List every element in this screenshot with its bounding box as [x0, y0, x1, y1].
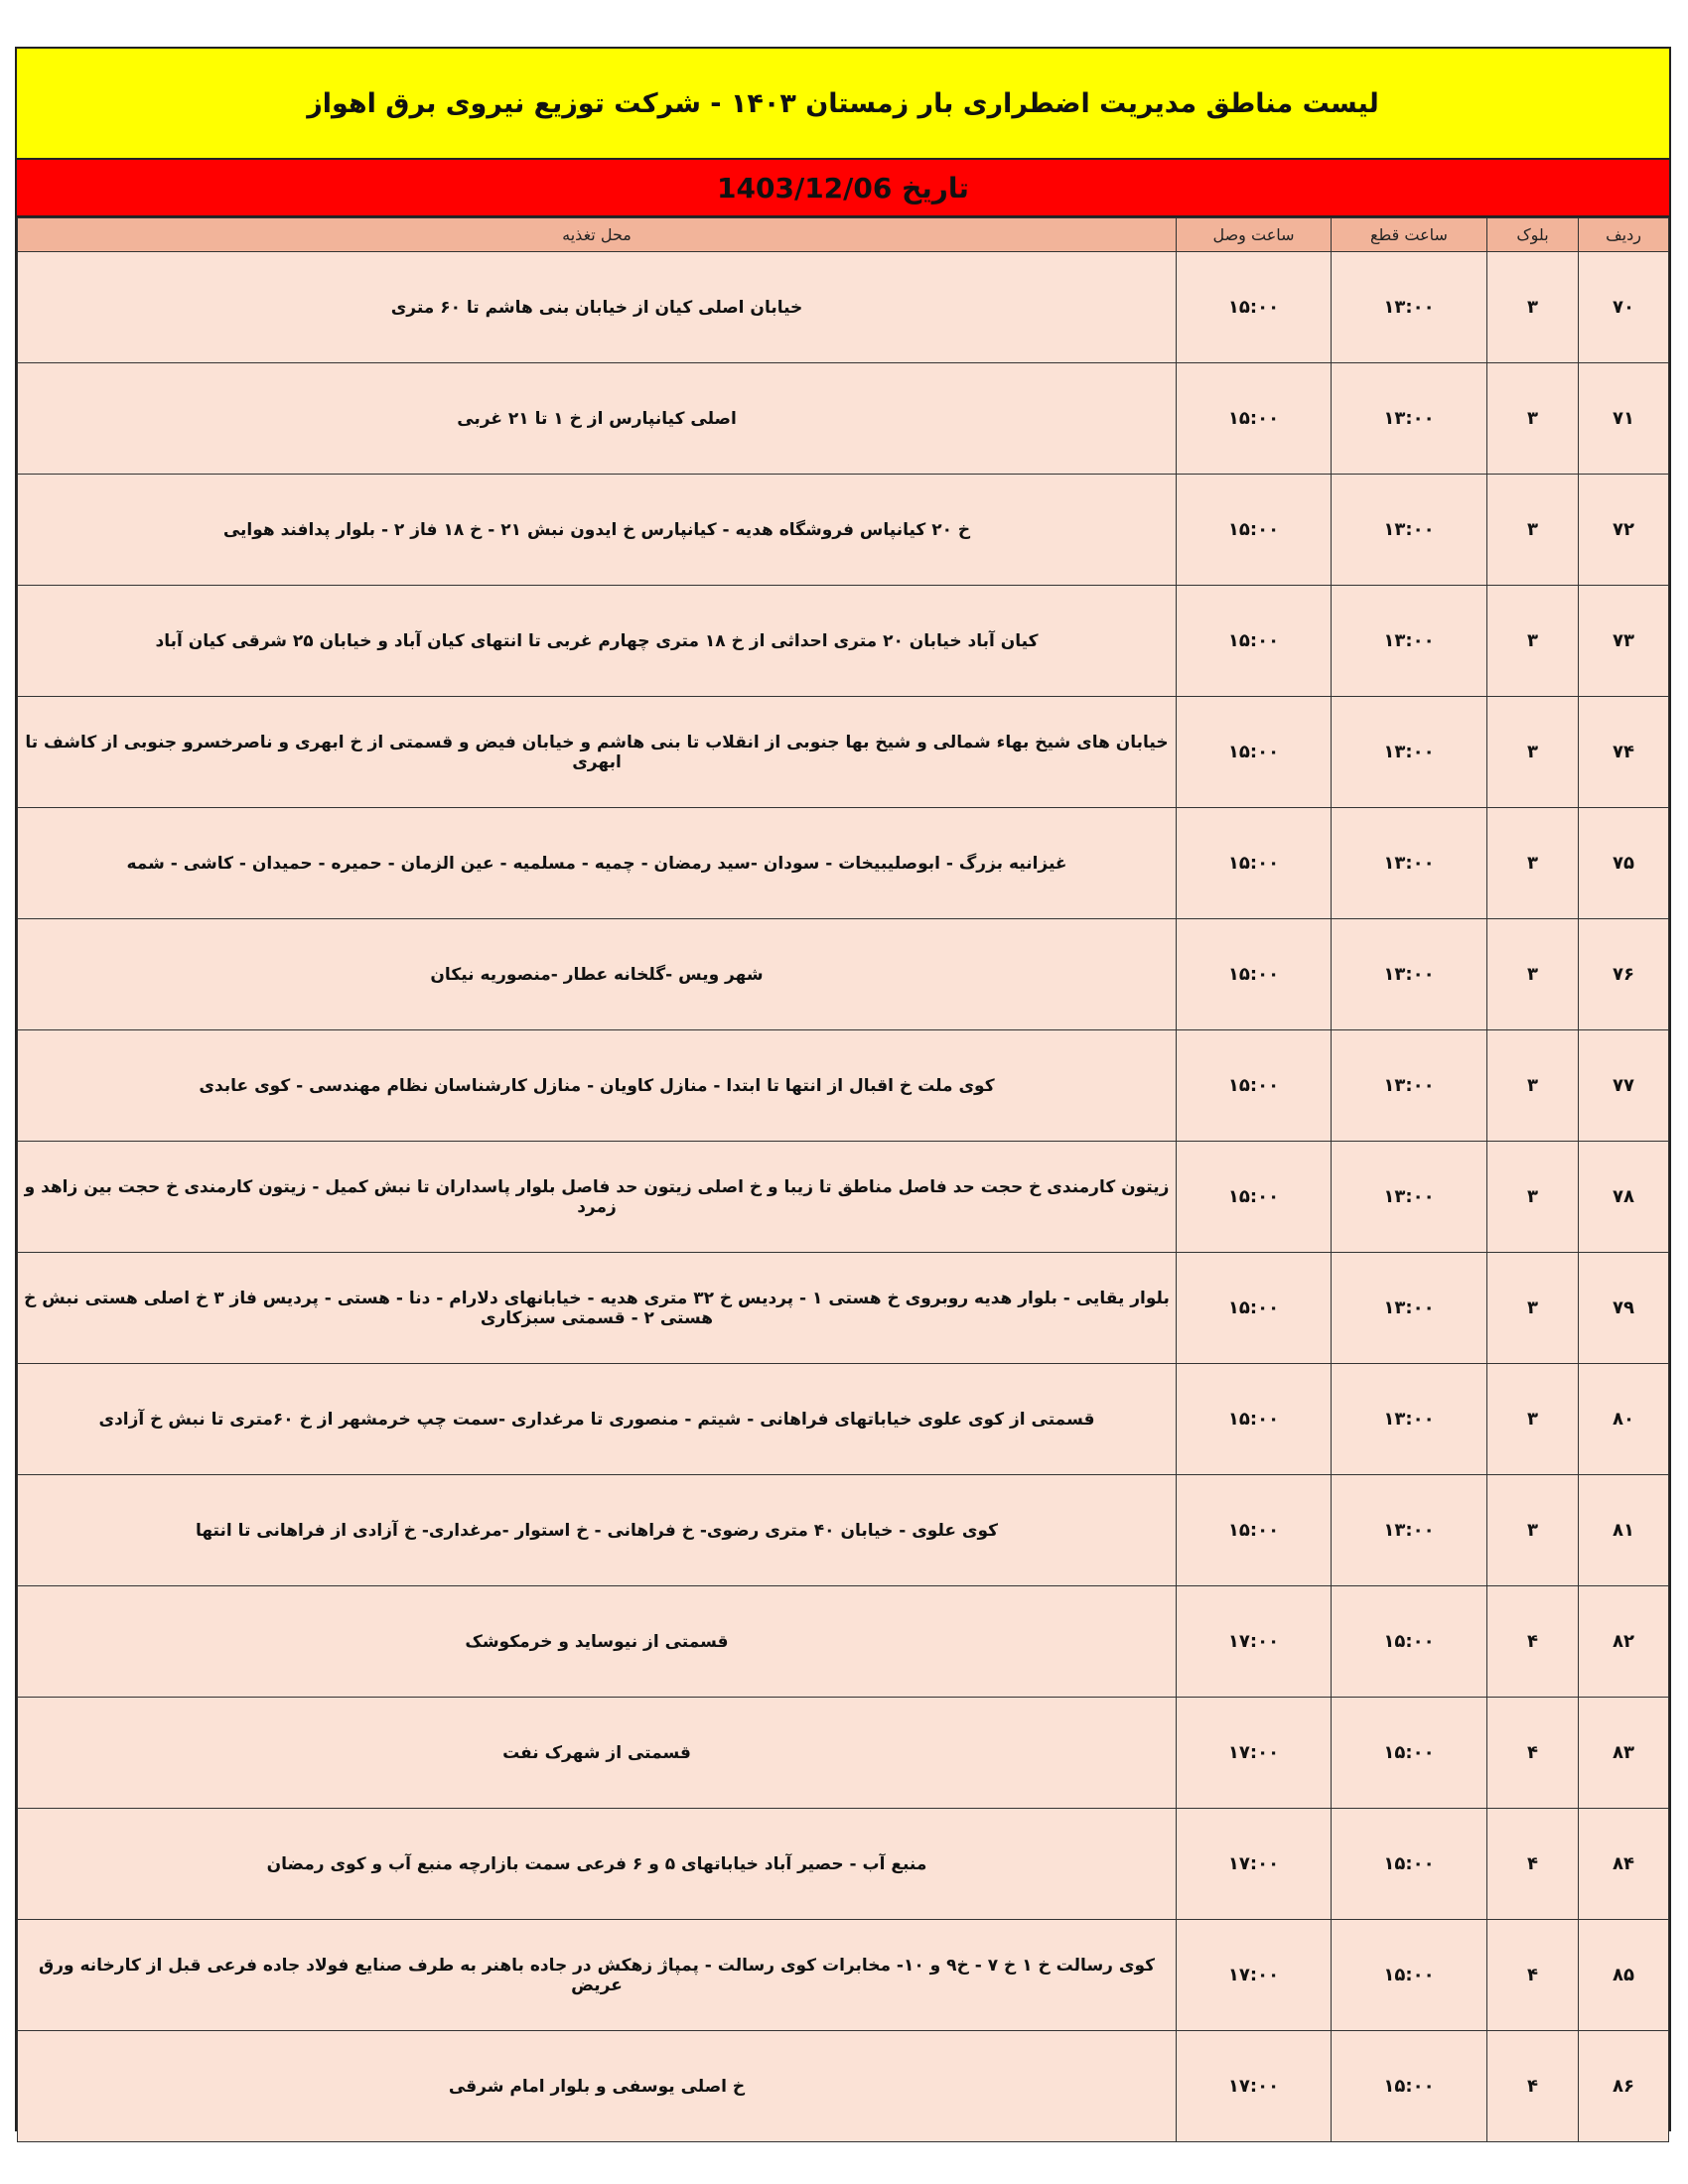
document-title: لیست مناطق مدیریت اضطراری بار زمستان ۱۴۰۳ - شرکت توزیع نیروی برق اهواز — [307, 87, 1379, 119]
connect-time-cell: ۱۷:۰۰ — [1177, 1920, 1332, 2031]
block-cell: ۳ — [1487, 1030, 1579, 1142]
connect-time-cell: ۱۵:۰۰ — [1177, 1253, 1332, 1364]
row-number-cell: ۸۶ — [1579, 2031, 1669, 2142]
header-block: بلوک — [1487, 218, 1579, 252]
block-cell: ۳ — [1487, 1364, 1579, 1475]
block-cell: ۳ — [1487, 919, 1579, 1030]
block-cell: ۳ — [1487, 252, 1579, 363]
table-row — [18, 363, 1669, 475]
location-cell: خیابان اصلی کیان از خیابان بنی هاشم تا ۶۰ متری — [18, 252, 1177, 363]
block-cell: ۴ — [1487, 2031, 1579, 2142]
table-row — [18, 1364, 1669, 1475]
location-cell: قسمتی از نیوساید و خرمکوشک — [18, 1586, 1177, 1698]
row-number-cell: ۷۴ — [1579, 697, 1669, 808]
row-number-cell: ۷۵ — [1579, 808, 1669, 919]
location-cell: قسمتی از کوی علوی خیاباتهای فراهانی - شیتم - منصوری تا مرغداری -سمت چپ خرمشهر از خ ۶۰متری تا نبش خ آزادی — [18, 1364, 1177, 1475]
location-cell: کوی رسالت خ ۱ خ ۷ - خ۹ و ۱۰- مخابرات کوی رسالت - پمپاژ زهکش در جاده باهنر به طرف صنایع فولاد جاده فرعی قبل از کارخانه ورق عریض — [18, 1920, 1177, 2031]
block-cell: ۳ — [1487, 363, 1579, 475]
connect-time-cell: ۱۵:۰۰ — [1177, 1142, 1332, 1253]
table-row — [18, 1920, 1669, 2031]
block-cell: ۳ — [1487, 1253, 1579, 1364]
location-cell: شهر ویس -گلخانه عطار -منصوریه نیکان — [18, 919, 1177, 1030]
block-cell: ۳ — [1487, 697, 1579, 808]
date-bar — [17, 160, 1669, 217]
table-row — [18, 252, 1669, 363]
location-cell: خ اصلی یوسفی و بلوار امام شرقی — [18, 2031, 1177, 2142]
cut-time-cell: ۱۵:۰۰ — [1332, 1809, 1487, 1920]
table-row — [18, 586, 1669, 697]
title-bar — [17, 49, 1669, 160]
row-number-cell: ۷۶ — [1579, 919, 1669, 1030]
table-row — [18, 1586, 1669, 1698]
block-cell: ۳ — [1487, 1475, 1579, 1586]
location-cell: خ ۲۰ کیانپاس فروشگاه هدیه - کیانپارس خ ایدون نبش ۲۱ - خ ۱۸ فاز ۲ - بلوار پدافند هوایی — [18, 475, 1177, 586]
row-number-cell: ۸۵ — [1579, 1920, 1669, 2031]
connect-time-cell: ۱۵:۰۰ — [1177, 1364, 1332, 1475]
connect-time-cell: ۱۵:۰۰ — [1177, 808, 1332, 919]
cut-time-cell: ۱۳:۰۰ — [1332, 1475, 1487, 1586]
block-cell: ۳ — [1487, 475, 1579, 586]
location-cell: کیان آباد خیابان ۲۰ متری احداثی از خ ۱۸ متری چهارم غربی تا انتهای کیان آباد و خیابان ۲۵ شرقی کیان آباد — [18, 586, 1177, 697]
row-number-cell: ۸۲ — [1579, 1586, 1669, 1698]
connect-time-cell: ۱۵:۰۰ — [1177, 475, 1332, 586]
location-cell: منبع آب - حصیر آباد خیاباتهای ۵ و ۶ فرعی سمت بازارچه منبع آب و کوی رمضان — [18, 1809, 1177, 1920]
row-number-cell: ۷۱ — [1579, 363, 1669, 475]
cut-time-cell: ۱۳:۰۰ — [1332, 1364, 1487, 1475]
cut-time-cell: ۱۳:۰۰ — [1332, 586, 1487, 697]
table-row — [18, 919, 1669, 1030]
cut-time-cell: ۱۵:۰۰ — [1332, 2031, 1487, 2142]
table-row — [18, 697, 1669, 808]
connect-time-cell: ۱۵:۰۰ — [1177, 1475, 1332, 1586]
table-header-row — [18, 218, 1669, 252]
header-cut-time: ساعت قطع — [1332, 218, 1487, 252]
block-cell: ۴ — [1487, 1920, 1579, 2031]
connect-time-cell: ۱۵:۰۰ — [1177, 919, 1332, 1030]
cut-time-cell: ۱۵:۰۰ — [1332, 1586, 1487, 1698]
table-body — [18, 252, 1669, 2142]
cut-time-cell: ۱۳:۰۰ — [1332, 475, 1487, 586]
block-cell: ۳ — [1487, 586, 1579, 697]
row-number-cell: ۷۰ — [1579, 252, 1669, 363]
location-cell: بلوار یقایی - بلوار هدیه روبروی خ هستی ۱ - پردیس خ ۳۲ متری هدیه - خیابانهای دلارام - دنا - هستی - پردیس فاز ۳ خ اصلی هستی نبش خ هستی ۲ - قسمتی سبزکاری — [18, 1253, 1177, 1364]
row-number-cell: ۸۳ — [1579, 1698, 1669, 1809]
schedule-table — [17, 217, 1669, 2142]
document-date: تاریخ 1403/12/06 — [717, 171, 969, 205]
cut-time-cell: ۱۳:۰۰ — [1332, 697, 1487, 808]
block-cell: ۴ — [1487, 1698, 1579, 1809]
table-row — [18, 1475, 1669, 1586]
location-cell: اصلی کیانپارس از خ ۱ تا ۲۱ غربی — [18, 363, 1177, 475]
connect-time-cell: ۱۷:۰۰ — [1177, 1809, 1332, 1920]
connect-time-cell: ۱۵:۰۰ — [1177, 697, 1332, 808]
table-row — [18, 1253, 1669, 1364]
connect-time-cell: ۱۵:۰۰ — [1177, 586, 1332, 697]
cut-time-cell: ۱۵:۰۰ — [1332, 1920, 1487, 2031]
block-cell: ۳ — [1487, 808, 1579, 919]
connect-time-cell: ۱۵:۰۰ — [1177, 1030, 1332, 1142]
connect-time-cell: ۱۷:۰۰ — [1177, 1586, 1332, 1698]
cut-time-cell: ۱۳:۰۰ — [1332, 1142, 1487, 1253]
connect-time-cell: ۱۷:۰۰ — [1177, 2031, 1332, 2142]
row-number-cell: ۷۸ — [1579, 1142, 1669, 1253]
cut-time-cell: ۱۳:۰۰ — [1332, 919, 1487, 1030]
connect-time-cell: ۱۵:۰۰ — [1177, 363, 1332, 475]
header-connect-time: ساعت وصل — [1177, 218, 1332, 252]
row-number-cell: ۷۷ — [1579, 1030, 1669, 1142]
table-row — [18, 2031, 1669, 2142]
row-number-cell: ۸۴ — [1579, 1809, 1669, 1920]
row-number-cell: ۸۰ — [1579, 1364, 1669, 1475]
table-row — [18, 1698, 1669, 1809]
cut-time-cell: ۱۳:۰۰ — [1332, 808, 1487, 919]
location-cell: کوی ملت خ اقبال از انتها تا ابتدا - منازل کاویان - منازل کارشناسان نظام مهندسی - کوی عابدی — [18, 1030, 1177, 1142]
cut-time-cell: ۱۳:۰۰ — [1332, 363, 1487, 475]
location-cell: کوی علوی - خیابان ۴۰ متری رضوی- خ فراهانی - خ استوار -مرغداری- خ آزادی از فراهانی تا انتها — [18, 1475, 1177, 1586]
header-row-number: ردیف — [1579, 218, 1669, 252]
row-number-cell: ۷۹ — [1579, 1253, 1669, 1364]
row-number-cell: ۸۱ — [1579, 1475, 1669, 1586]
connect-time-cell: ۱۵:۰۰ — [1177, 252, 1332, 363]
document-sheet — [15, 47, 1671, 2131]
header-location: محل تغذیه — [18, 218, 1177, 252]
block-cell: ۴ — [1487, 1586, 1579, 1698]
block-cell: ۴ — [1487, 1809, 1579, 1920]
cut-time-cell: ۱۳:۰۰ — [1332, 1253, 1487, 1364]
cut-time-cell: ۱۵:۰۰ — [1332, 1698, 1487, 1809]
location-cell: غیزانیه بزرگ - ابوصلیبیخات - سودان -سید رمضان - چمیه - مسلمیه - عین الزمان - حمیره - حمیدان - کاشی - شمه — [18, 808, 1177, 919]
location-cell: زیتون کارمندی خ حجت حد فاصل مناطق تا زیبا و خ اصلی زیتون حد فاصل بلوار پاسداران تا نبش کمیل - زیتون کارمندی خ حجت بین زاهد و زمرد — [18, 1142, 1177, 1253]
block-cell: ۳ — [1487, 1142, 1579, 1253]
table-row — [18, 475, 1669, 586]
table-row — [18, 1142, 1669, 1253]
location-cell: قسمتی از شهرک نفت — [18, 1698, 1177, 1809]
cut-time-cell: ۱۳:۰۰ — [1332, 1030, 1487, 1142]
table-row — [18, 1809, 1669, 1920]
table-row — [18, 808, 1669, 919]
row-number-cell: ۷۳ — [1579, 586, 1669, 697]
row-number-cell: ۷۲ — [1579, 475, 1669, 586]
location-cell: خیابان های شیخ بهاء شمالی و شیخ بها جنوبی از انقلاب تا بنی هاشم و خیابان فیض و قسمتی از خ ابهری و ناصرخسرو جنوبی از کاشف تا ابهری — [18, 697, 1177, 808]
cut-time-cell: ۱۳:۰۰ — [1332, 252, 1487, 363]
table-row — [18, 1030, 1669, 1142]
connect-time-cell: ۱۷:۰۰ — [1177, 1698, 1332, 1809]
